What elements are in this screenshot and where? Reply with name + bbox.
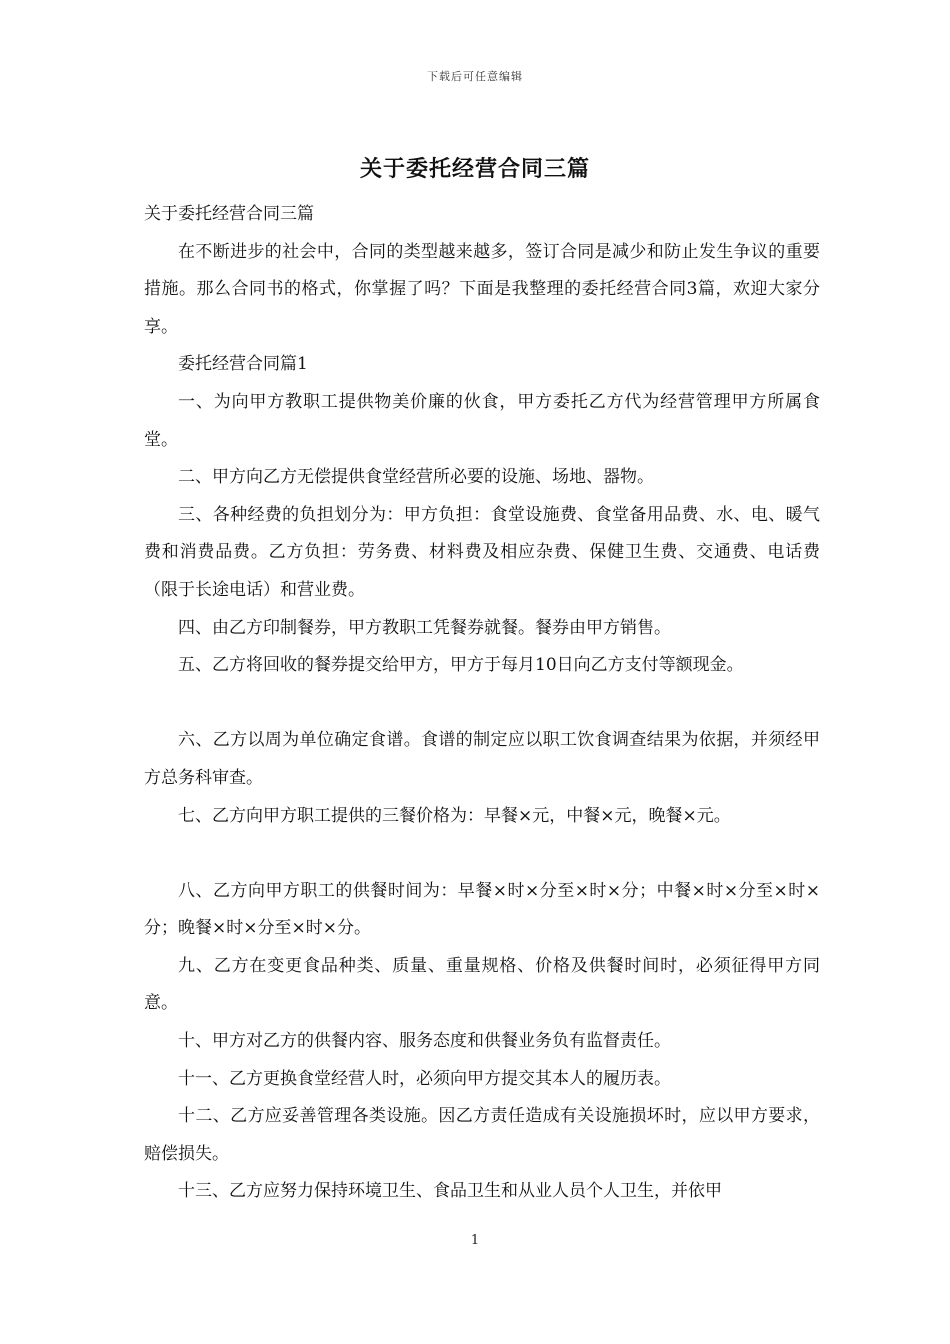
document-title: 关于委托经营合同三篇 bbox=[359, 156, 590, 182]
page-number: 1 bbox=[470, 1233, 480, 1248]
clause-11: 十一、乙方更换食堂经营人时，必须向甲方提交其本人的履历表。 bbox=[178, 1068, 671, 1089]
clause-3: 三、各种经费的负担划分为：甲方负担：食堂设施费、食堂备用品费、水、电、暖气费和消费品费。乙方负担：劳务费、材料费及相应杂费、保健卫生费、交通费、电话费（限于长途电话）和营业费。 bbox=[144, 504, 820, 600]
intro-paragraph: 在不断进步的社会中，合同的类型越来越多，签订合同是减少和防止发生争议的重要措施。那么合同书的格式，你掌握了吗？下面是我整理的委托经营合同3篇，欢迎大家分享。 bbox=[144, 241, 820, 337]
clause-8: 八、乙方向甲方职工的供餐时间为：早餐×时×分至×时×分；中餐×时×分至×时×分；晚餐×时×分至×时×分。 bbox=[144, 880, 820, 939]
header-note: 下载后可任意编辑 bbox=[427, 70, 523, 83]
clause-1: 一、为向甲方教职工提供物美价廉的伙食，甲方委托乙方代为经营管理甲方所属食堂。 bbox=[144, 391, 820, 450]
clause-6: 六、乙方以周为单位确定食谱。食谱的制定应以职工饮食调查结果为依据，并须经甲方总务科审查。 bbox=[144, 730, 820, 788]
clause-4: 四、由乙方印制餐券，甲方教职工凭餐券就餐。餐券由甲方销售。 bbox=[178, 617, 671, 638]
clause-10: 十、甲方对乙方的供餐内容、服务态度和供餐业务负有监督责任。 bbox=[178, 1031, 671, 1052]
clause-12: 十二、乙方应妥善管理各类设施。因乙方责任造成有关设施损坏时，应以甲方要求，赔偿损失。 bbox=[144, 1106, 820, 1164]
subtitle-paragraph: 关于委托经营合同三篇 bbox=[144, 204, 314, 224]
clause-2: 二、甲方向乙方无偿提供食堂经营所必要的设施、场地、器物。 bbox=[178, 467, 654, 488]
clause-7: 七、乙方向甲方职工提供的三餐价格为：早餐×元，中餐×元，晚餐×元。 bbox=[178, 805, 731, 826]
clause-5: 五、乙方将回收的餐券提交给甲方，甲方于每月10日向乙方支付等额现金。 bbox=[178, 655, 744, 676]
clause-13: 十三、乙方应努力保持环境卫生、食品卫生和从业人员个人卫生，并依甲 bbox=[178, 1181, 722, 1202]
document-body bbox=[144, 196, 820, 1211]
clause-9: 九、乙方在变更食品种类、质量、重量规格、价格及供餐时间时，必须征得甲方同意。 bbox=[144, 955, 820, 1014]
section-heading: 委托经营合同篇1 bbox=[178, 354, 308, 375]
